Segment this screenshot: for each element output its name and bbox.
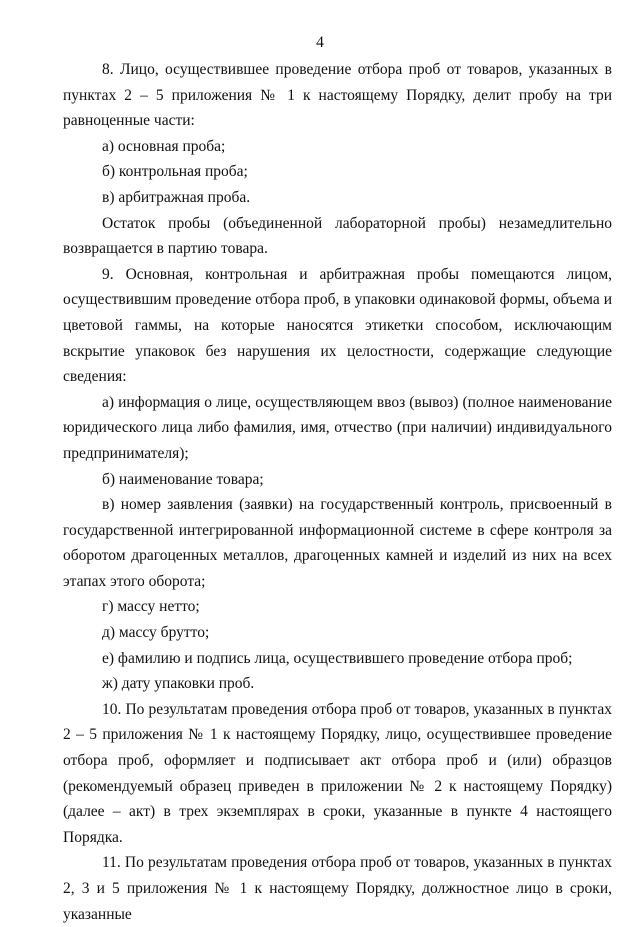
list-item-v: в) арбитражная проба. (102, 188, 251, 206)
paragraph-11: 11. По результатам проведения отбора проб от товаров, указанных в пунктах 2, 3 и 5 приложения № 1 к настоящему Порядку, должностное лицо в сроки, указанные (63, 854, 612, 923)
list-item-b: б) контрольная проба; (102, 163, 248, 181)
page-number: 4 (316, 34, 324, 51)
paragraph-remainder: Остаток пробы (объединенной лабораторной пробы) незамедлительно возвращается в партию товара. (63, 214, 612, 258)
list-item-9d: д) массу брутто; (102, 624, 210, 642)
list-item-9zh: ж) дату упаковки проб. (102, 675, 255, 693)
paragraph-9: 9. Основная, контрольная и арбитражная пробы помещаются лицом, осуществившим проведение отбора проб, в упаковки одинаковой формы, объема и цветовой гаммы, на которые наносятся этикетки способом, исключающим вскрытие упаковок без нарушения их целостности, содержащие следующие сведения: (63, 265, 612, 386)
list-item-9g: г) массу нетто; (102, 598, 200, 616)
paragraph-10: 10. По результатам проведения отбора проб от товаров, указанных в пунктах 2 – 5 приложения № 1 к настоящему Порядку, лицо, осуществившее проведение отбора проб, оформляет и подписывает акт отбора проб и (или) образцов (рекомендуемый образец приведен в приложении № 2 к настоящему Порядку) (далее – акт) в трех экземплярах в сроки, указанные в пункте 4 настоящего Порядка. (63, 700, 612, 846)
paragraph-8: 8. Лицо, осуществившее проведение отбора проб от товаров, указанных в пунктах 2 – 5 приложения № 1 к настоящему Порядку, делит пробу на три равноценные части: (63, 61, 612, 130)
document-body (63, 57, 612, 927)
list-item-9v: в) номер заявления (заявки) на государственный контроль, присвоенный в государственной интегрированной информационной системе в сфере контроля за оборотом драгоценных металлов, драгоценных камней и изделий из них на всех этапах этого оборота; (63, 496, 612, 590)
list-item-9e: е) фамилию и подпись лица, осуществившего проведение отбора проб; (102, 649, 573, 667)
list-item-9a: а) информация о лице, осуществляющем ввоз (вывоз) (полное наименование юридического лица либо фамилия, имя, отчество (при наличии) индивидуального предпринимателя); (63, 393, 612, 462)
list-item-a: а) основная проба; (102, 137, 226, 155)
list-item-9b: б) наименование товара; (102, 470, 264, 488)
